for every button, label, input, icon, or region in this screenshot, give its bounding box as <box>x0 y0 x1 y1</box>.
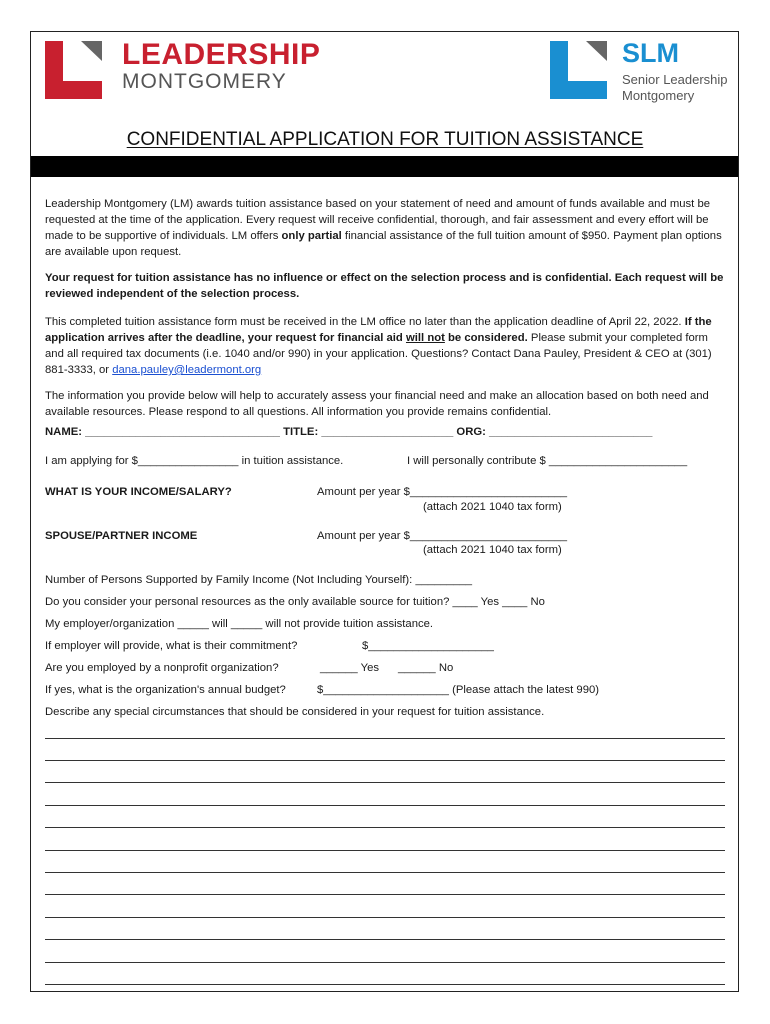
employer-commitment-question: If employer will provide, what is their commitment? <box>45 640 298 652</box>
income-note: (attach 2021 1040 tax form) <box>423 501 562 513</box>
contact-email-link[interactable]: dana.pauley@leadermont.org <box>112 364 262 376</box>
intro-paragraph-4: The information you provide below will help to accurately assess your financial need and make an allocation based on both need and available resources. Please respond to all questions. All information you provide remains confidential. <box>45 390 709 418</box>
employer-commitment-field[interactable]: $____________________ <box>362 640 494 652</box>
writing-line[interactable] <box>45 805 725 806</box>
writing-line[interactable] <box>45 894 725 895</box>
lm-logo-title: LEADERSHIP <box>122 38 321 71</box>
persons-supported-field[interactable]: Number of Persons Supported by Family Income (Not Including Yourself): _________ <box>45 574 473 586</box>
spouse-income-label: SPOUSE/PARTNER INCOME <box>45 530 198 542</box>
slm-logo-title: SLM <box>622 38 679 68</box>
lm-logo-subtitle: MONTGOMERY <box>122 70 287 93</box>
budget-field[interactable]: $____________________ (Please attach the latest 990) <box>317 684 600 696</box>
income-amount-field[interactable]: Amount per year $_________________________ <box>317 486 568 498</box>
circumstances-prompt: Describe any special circumstances that should be considered in your request for tuition assistance. <box>45 706 545 718</box>
writing-line[interactable] <box>45 962 725 963</box>
spouse-amount-field[interactable]: Amount per year $_________________________ <box>317 530 568 542</box>
divider-bar <box>31 156 738 177</box>
writing-line[interactable] <box>45 939 725 940</box>
budget-question: If yes, what is the organization's annual budget? <box>45 684 286 696</box>
intro-paragraph-2: Your request for tuition assistance has no influence or effect on the selection process and is confidential. Each request will be reviewed independent of the selection process. <box>45 272 724 300</box>
employer-assistance-field[interactable]: My employer/organization _____ will _____ will not provide tuition assistance. <box>45 618 434 630</box>
writing-line[interactable] <box>45 827 725 828</box>
intro-paragraph-1: Leadership Montgomery (LM) awards tuition assistance based on your statement of need and amount of funds available and must be requested at the time of the application. Every request will receive confidential, thorough, and fair assessment and every effort will be made to be supportive of individuals. LM offers only partial financial assistance of the full tuition amount of $950. Payment plan options are available upon request. <box>45 198 722 258</box>
slm-subtitle-line-1: Senior Leadership <box>622 72 728 87</box>
slm-logo-subtitle <box>622 72 728 104</box>
page-title: CONFIDENTIAL APPLICATION FOR TUITION ASSISTANCE <box>126 129 644 150</box>
intro-paragraph-3: This completed tuition assistance form must be received in the LM office no later than the application deadline of April 22, 2022. If the application arrives after the deadline, your request for financial aid will not be considered. Please submit your completed form and all required tax documents (i.e. 1040 and/or 990) in your application. Questions? Contact Dana Pauley, President & CEO at (301) 881-3333, or dana.pauley@leadermont.org <box>45 316 712 376</box>
leadership-montgomery-logo-icon <box>45 41 103 101</box>
writing-line[interactable] <box>45 782 725 783</box>
name-title-org-line[interactable]: NAME: _______________________________ TITLE: _____________________ ORG: __________________________ <box>45 426 653 438</box>
slm-logo-icon <box>550 41 608 101</box>
writing-line[interactable] <box>45 738 725 739</box>
writing-line[interactable] <box>45 984 725 985</box>
writing-line[interactable] <box>45 872 725 873</box>
spouse-note: (attach 2021 1040 tax form) <box>423 544 562 556</box>
nonprofit-question: Are you employed by a nonprofit organization? <box>45 662 279 674</box>
writing-line[interactable] <box>45 850 725 851</box>
applying-amount-field[interactable]: I am applying for $________________ in tuition assistance. <box>45 455 344 467</box>
nonprofit-no-field[interactable]: ______ No <box>398 662 454 674</box>
personal-contribution-field[interactable]: I will personally contribute $ ______________________ <box>407 455 688 467</box>
slm-subtitle-line-2: Montgomery <box>622 88 695 103</box>
nonprofit-yes-field[interactable]: ______ Yes <box>320 662 380 674</box>
income-label: WHAT IS YOUR INCOME/SALARY? <box>45 486 232 498</box>
only-source-question[interactable]: Do you consider your personal resources as the only available source for tuition? ____ Yes ____ No <box>45 596 545 608</box>
writing-line[interactable] <box>45 917 725 918</box>
writing-line[interactable] <box>45 760 725 761</box>
